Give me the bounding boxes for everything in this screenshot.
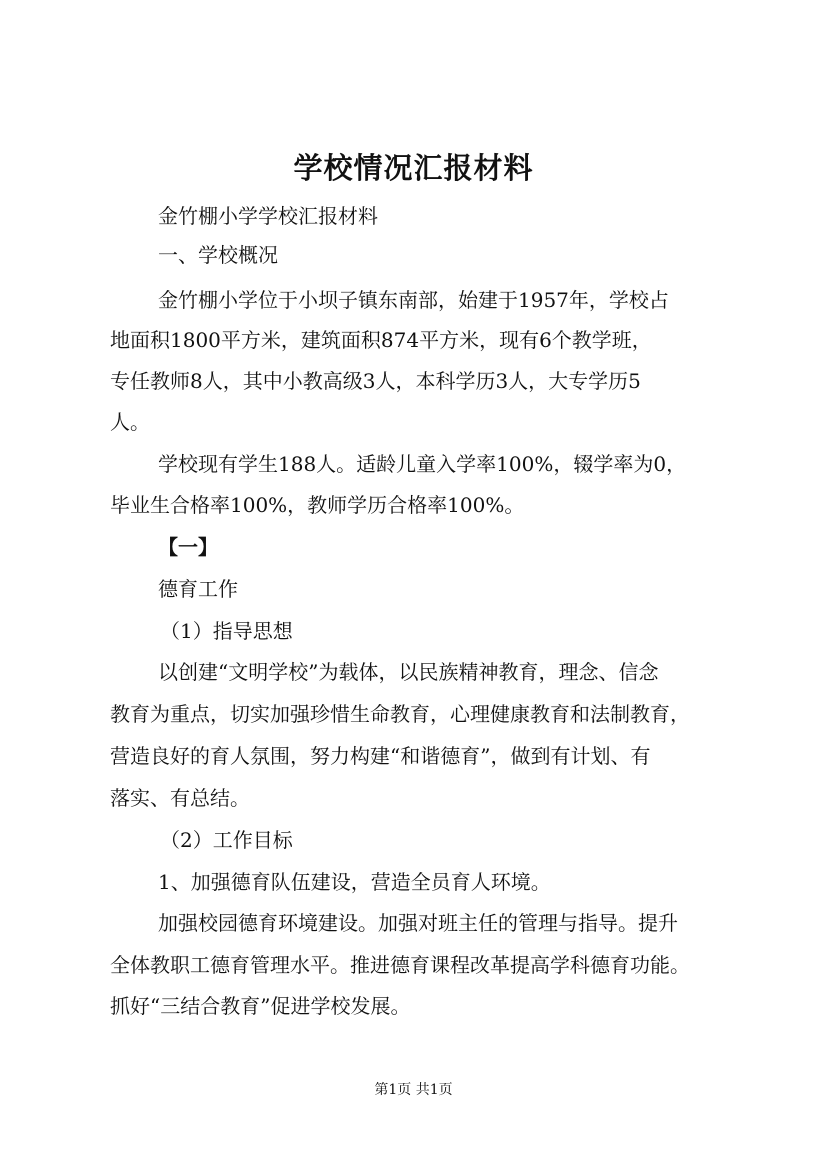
section-bracket-label: 【一】: [158, 535, 218, 559]
guiding-line: 以创建“文明学校”为载体，以民族精神教育，理念、信念: [158, 660, 659, 684]
overview-line: 人。: [110, 410, 150, 434]
goal-item: 1、加强德育队伍建设，营造全员育人环境。: [158, 870, 551, 894]
students-line: 毕业生合格率100%，教师学历合格率100%。: [110, 493, 525, 517]
moral-education-heading: 德育工作: [158, 577, 238, 601]
section-heading-overview: 一、学校概况: [158, 243, 278, 267]
guiding-line: 落实、有总结。: [110, 786, 250, 810]
students-line: 学校现有学生188人。适龄儿童入学率100%，辍学率为0，: [158, 452, 687, 476]
page-footer: 第1页 共1页: [374, 1082, 453, 1098]
subtitle: 金竹棚小学学校汇报材料: [158, 204, 378, 228]
goal-line: 抓好“三结合教育”促进学校发展。: [110, 994, 411, 1018]
goal-line: 加强校园德育环境建设。加强对班主任的管理与指导。提升: [158, 911, 678, 935]
guiding-thought-heading: （1）指导思想: [160, 619, 293, 643]
document-title: 学校情况汇报材料: [293, 151, 534, 185]
overview-line: 地面积1800平方米，建筑面积874平方米，现有6个教学班，: [110, 328, 652, 352]
guiding-line: 教育为重点，切实加强珍惜生命教育，心理健康教育和法制教育，: [110, 702, 690, 726]
overview-line: 专任教师8人，其中小教高级3人，本科学历3人，大专学历5: [110, 369, 641, 393]
goal-line: 全体教职工德育管理水平。推进德育课程改革提高学科德育功能。: [110, 953, 690, 977]
work-goals-heading: （2）工作目标: [160, 828, 293, 852]
guiding-line: 营造良好的育人氛围，努力构建“和谐德育”，做到有计划、有: [110, 744, 651, 768]
overview-line: 金竹棚小学位于小坝子镇东南部，始建于1957年，学校占: [158, 288, 669, 312]
